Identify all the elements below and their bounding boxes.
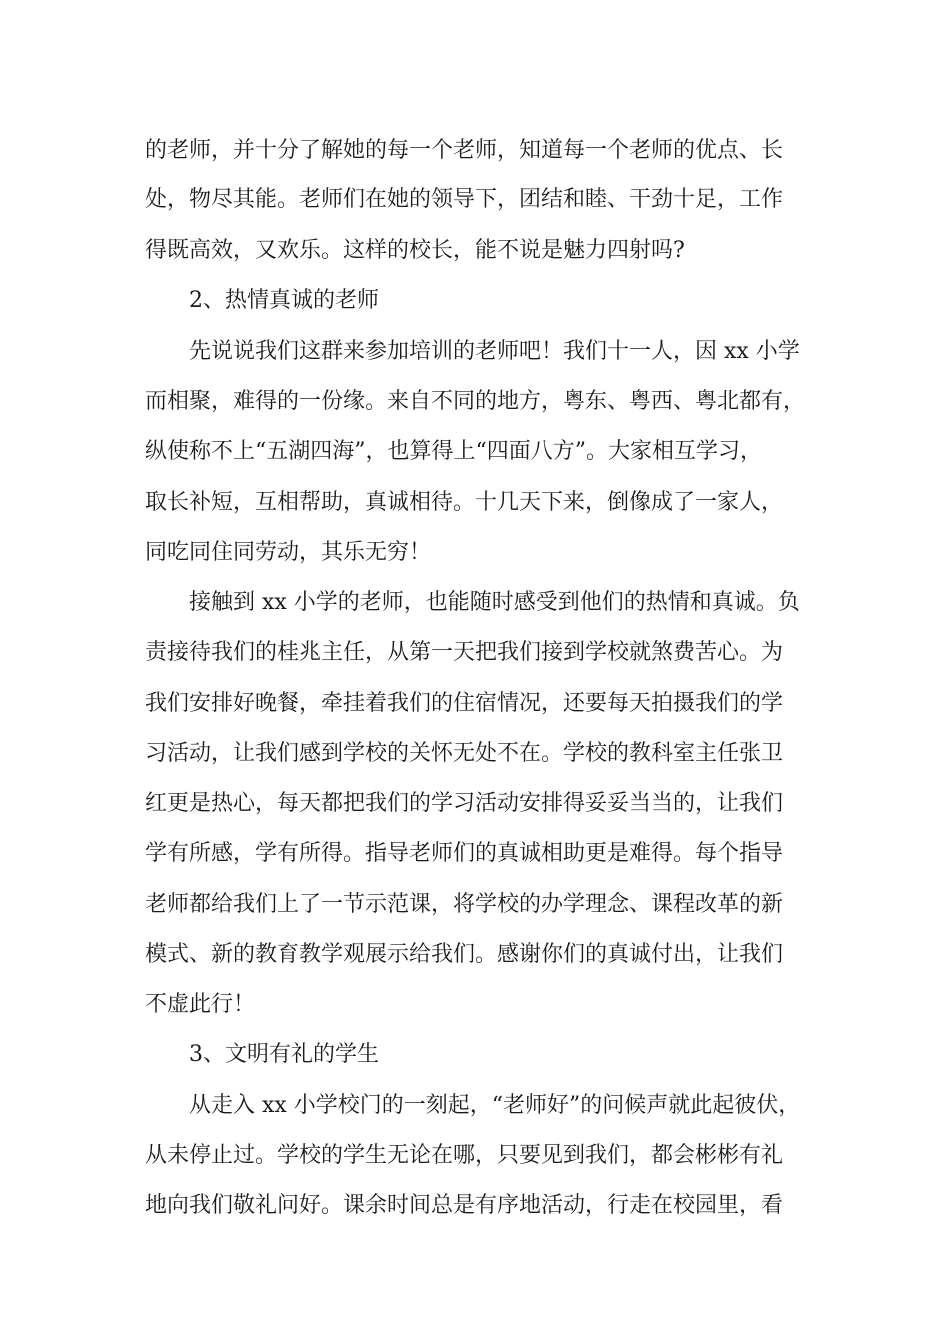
text-line-20: 从走入 xx 小学校门的一刻起，“老师好”的问候声就此起彼伏， [189,1093,801,1118]
text-line-18: 不虚此行！ [145,992,256,1017]
text-line-13: 习活动，让我们感到学校的关怀无处不在。学校的教科室主任张卫 [145,741,784,766]
text-line-2: 处，物尽其能。老师们在她的领导下，团结和睦、干劲十足，工作 [145,187,784,212]
text-line-17: 模式、新的教育教学观展示给我们。感谢你们的真诚付出，让我们 [145,942,784,967]
text-line-21: 从未停止过。学校的学生无论在哪，只要见到我们，都会彬彬有礼 [145,1143,784,1168]
text-line-22: 地向我们敬礼问好。课余时间总是有序地活动，行走在校园里，看 [145,1193,784,1218]
section-heading-3: 3、文明有礼的学生 [189,1042,379,1067]
text-line-3: 得既高效，又欢乐。这样的校长，能不说是魅力四射吗? [145,238,685,263]
text-line-1: 的老师，并十分了解她的每一个老师，知道每一个老师的优点、长 [145,138,784,163]
text-line-11: 责接待我们的桂兆主任，从第一天把我们接到学校就煞费苦心。为 [145,640,784,665]
text-line-15: 学有所感，学有所得。指导老师们的真诚相助更是难得。每个指导 [145,841,784,866]
text-line-9: 同吃同住同劳动，其乐无穷！ [145,540,432,565]
text-line-8: 取长补短，互相帮助，真诚相待。十几天下来，倒像成了一家人， [145,490,784,515]
text-line-14: 红更是热心，每天都把我们的学习活动安排得妥妥当当的，让我们 [145,791,784,816]
text-line-5: 先说说我们这群来参加培训的老师吧！我们十一人，因 xx 小学 [189,339,800,364]
text-line-16: 老师都给我们上了一节示范课，将学校的办学理念、课程改革的新 [145,892,784,917]
text-line-10: 接触到 xx 小学的老师，也能随时感受到他们的热情和真诚。负 [189,590,800,615]
text-line-7: 纵使称不上“五湖四海”，也算得上“四面八方”。大家相互学习， [145,439,762,464]
text-line-6: 而相聚，难得的一份缘。来自不同的地方，粤东、粤西、粤北都有， [145,389,806,414]
section-heading-2: 2、热情真诚的老师 [189,288,379,313]
text-line-12: 我们安排好晚餐，牵挂着我们的住宿情况，还要每天拍摄我们的学 [145,691,784,716]
